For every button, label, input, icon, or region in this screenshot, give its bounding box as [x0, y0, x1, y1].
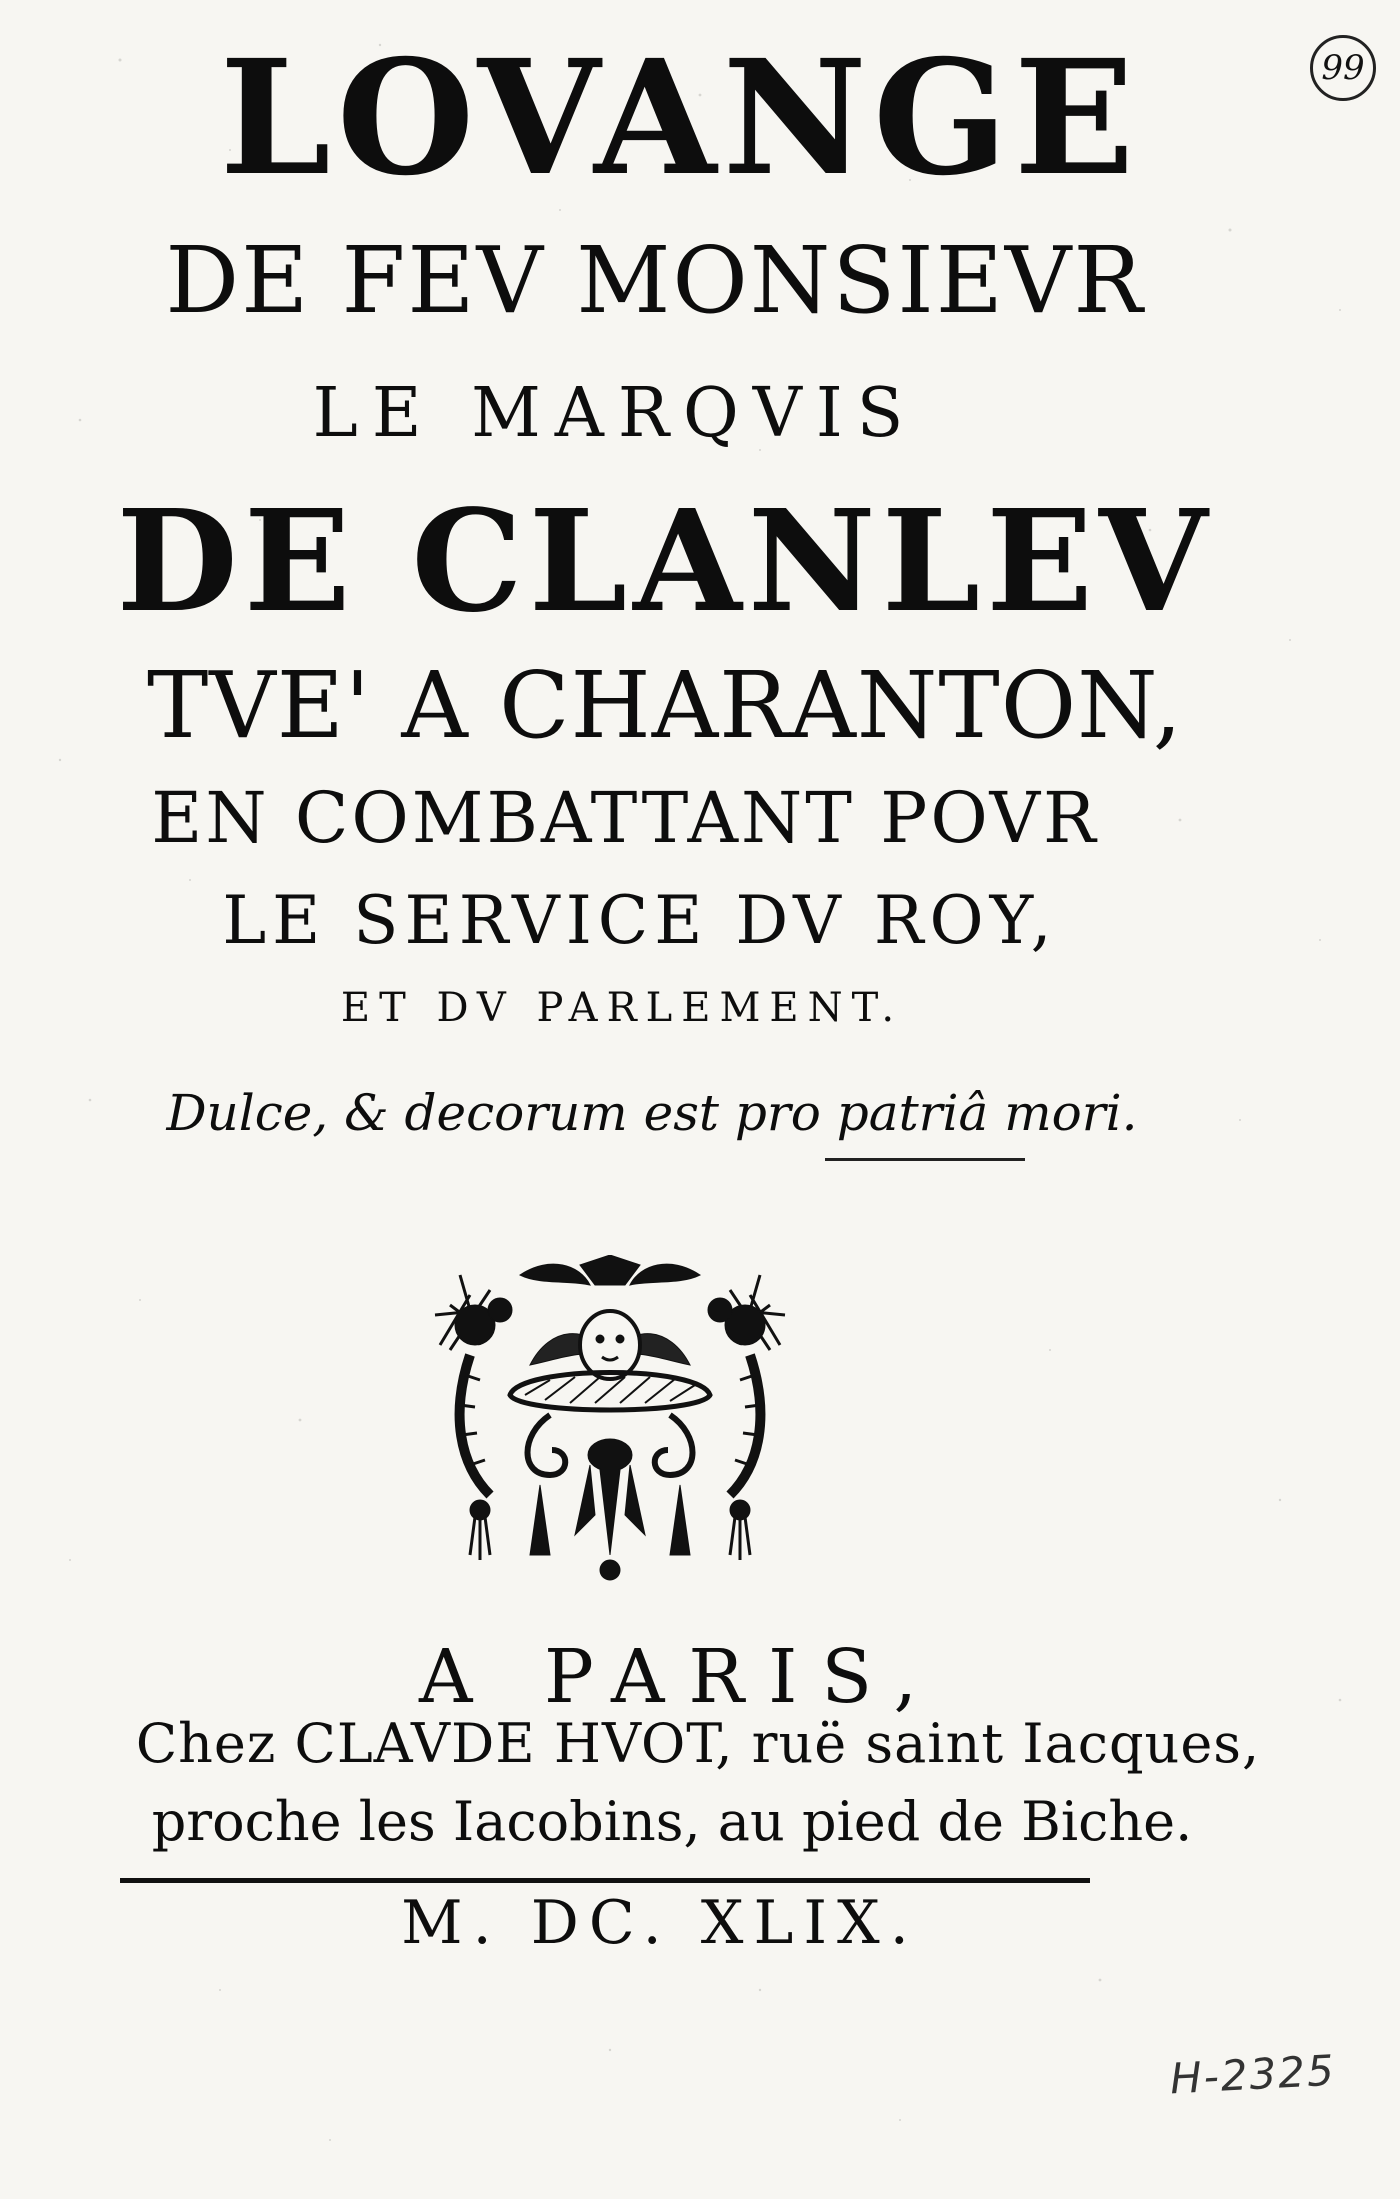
cherub-garland-vignette-icon: [430, 1255, 790, 1585]
imprint-date: M. DC. XLIX.: [401, 1888, 919, 1958]
motto-underline: [825, 1158, 1025, 1161]
imprint-city: A PARIS,: [419, 1634, 941, 1720]
title-le-marquis: LE MARQVIS: [312, 374, 918, 453]
imprint-printer: Chez CLAVDE HVOT, ruë saint Iacques,: [135, 1712, 1261, 1775]
shelfmark-annotation: H-2325: [1168, 2045, 1337, 2104]
imprint-rule: [120, 1878, 1090, 1883]
title-le-service-du-roy: LE SERVICE DV ROY,: [222, 882, 1058, 959]
title-en-combattant: EN COMBATTANT POVR: [151, 777, 1099, 859]
title-de-clanleu: DE CLANLEV: [116, 480, 1214, 644]
imprint-location: proche les Iacobins, au pied de Biche.: [151, 1790, 1193, 1853]
title-de-feu-monsieur: DE FEV MONSIEVR: [165, 227, 1145, 334]
title-tue-a-charanton: TVE' A CHARANTON,: [146, 652, 1184, 759]
folio-number: 99: [1310, 35, 1376, 101]
title-lovange: LOVANGE: [219, 26, 1141, 211]
latin-motto: Dulce, & decorum est pro patriâ mori.: [166, 1084, 1138, 1142]
title-et-du-parlement: ET DV PARLEMENT.: [340, 985, 904, 1031]
